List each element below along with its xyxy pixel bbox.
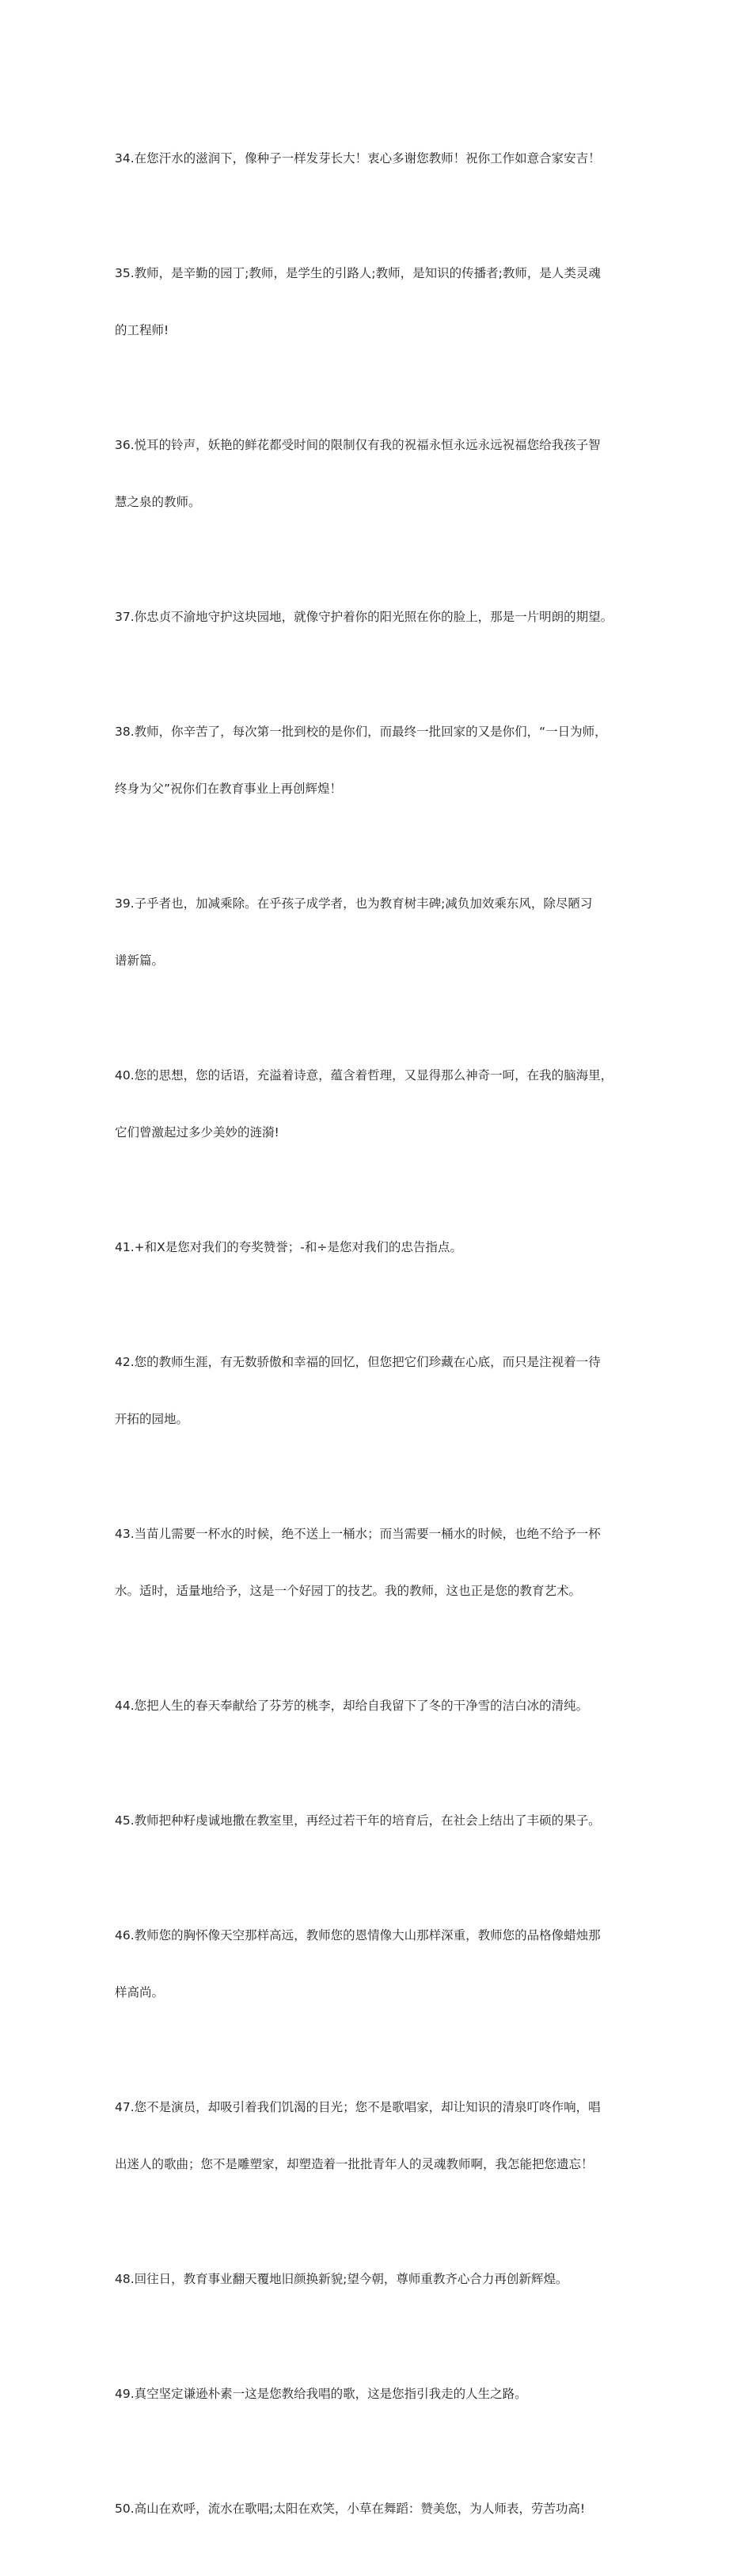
paragraph-43: [115, 1486, 645, 1638]
document-body: [115, 111, 645, 2576]
paragraph-line: 48.回往日，教育事业翻天覆地旧颜换新貌;望今朝，尊师重教齐心合力再创新辉煌。: [115, 2272, 568, 2286]
paragraph-line: 49.真空坚定谦逊朴素一这是您教给我唱的歌，这是您指引我走的人生之路。: [115, 2387, 527, 2401]
paragraph-line: 37.你忠贞不渝地守护这块园地，就像守护着你的阳光照在你的脸上，那是一片明朗的期望。: [115, 610, 613, 624]
paragraph-line: 44.您把人生的春天奉献给了芬芳的桃李，却给自我留下了冬的干净雪的洁白冰的清纯。: [115, 1699, 589, 1713]
paragraph-line: 开拓的园地。: [115, 1412, 189, 1426]
paragraph-line: 41.+和Ⅹ是您对我们的夸奖赞誉；-和÷是您对我们的忠告指点。: [115, 1240, 462, 1254]
paragraph-41: [115, 1200, 645, 1295]
paragraph-48: [115, 2232, 645, 2327]
paragraph-line: 的工程师!: [115, 323, 169, 337]
paragraph-line: 42.您的教师生涯，有无数骄傲和幸福的回忆，但您把它们珍藏在心底，而只是注视着一待: [115, 1355, 601, 1369]
paragraph-39: [115, 856, 645, 1008]
paragraph-line: 36.悦耳的铃声，妖艳的鲜花都受时间的限制仅有我的祝福永恒永远永远祝福您给我孩子智: [115, 438, 601, 452]
paragraph-line: 46.教师您的胸怀像天空那样高远，教师您的恩情像大山那样深重，教师您的品格像蜡烛那: [115, 1928, 601, 1942]
paragraph-line: 39.子乎者也，加减乘除。在乎孩子成学者，也为教育树丰碑;减负加效乘东风，除尽陋习: [115, 896, 593, 911]
paragraph-44: [115, 1658, 645, 1753]
paragraph-35: [115, 226, 645, 378]
paragraph-line: 慧之泉的教师。: [115, 495, 201, 509]
paragraph-line: 38.教师，你辛苦了，每次第一批到校的是你们，而最终一批回家的又是你们，“一日为师，: [115, 725, 607, 739]
paragraph-49: [115, 2346, 645, 2441]
paragraph-36: [115, 398, 645, 550]
paragraph-line: 谱新篇。: [115, 953, 165, 968]
paragraph-line: 水。适时，适量地给予，这是一个好园丁的技艺。我的教师，这也正是您的教育艺术。: [115, 1584, 582, 1598]
paragraph-line: 终身为父”祝你们在教育事业上再创辉煌！: [115, 782, 343, 796]
paragraph-line: 34.在您汗水的滋润下，像种子一样发芽长大！衷心多谢您教师！祝你工作如意合家安吉！: [115, 151, 601, 166]
paragraph-line: 47.您不是演员，却吸引着我们饥渴的目光；您不是歌唱家，却让知识的清泉叮咚作响，唱: [115, 2100, 601, 2114]
paragraph-42: [115, 1315, 645, 1467]
paragraph-50: [115, 2461, 645, 2556]
paragraph-line: 45.教师把种籽虔诚地撒在教室里，再经过若干年的培育后，在社会上结出了丰硕的果子。: [115, 1813, 601, 1828]
paragraph-38: [115, 684, 645, 836]
paragraph-34: [115, 111, 645, 206]
paragraph-line: 50.高山在欢呼，流水在歌唱;太阳在欢笑，小草在舞蹈：赞美您，为人师表，劳苦功高!: [115, 2502, 586, 2516]
paragraph-line: 43.当苗儿需要一杯水的时候，绝不送上一桶水；而当需要一桶水的时候，也绝不给予一杯: [115, 1527, 601, 1541]
paragraph-47: [115, 2060, 645, 2212]
paragraph-line: 35.教师，是辛勤的园丁;教师，是学生的引路人;教师，是知识的传播者;教师，是人类灵魂: [115, 266, 601, 280]
paragraph-line: 它们曾激起过多少美妙的涟漪!: [115, 1125, 279, 1140]
paragraph-37: [115, 569, 645, 664]
paragraph-line: 出迷人的歌曲；您不是雕塑家，却塑造着一批批青年人的灵魂教师啊，我怎能把您遗忘！: [115, 2157, 594, 2171]
paragraph-line: 40.您的思想，您的话语，充溢着诗意，蕴含着哲理，又显得那么神奇一呵，在我的脑海里，: [115, 1068, 613, 1083]
paragraph-line: 样高尚。: [115, 1985, 165, 2000]
paragraph-45: [115, 1773, 645, 1868]
paragraph-46: [115, 1888, 645, 2040]
paragraph-40: [115, 1028, 645, 1180]
